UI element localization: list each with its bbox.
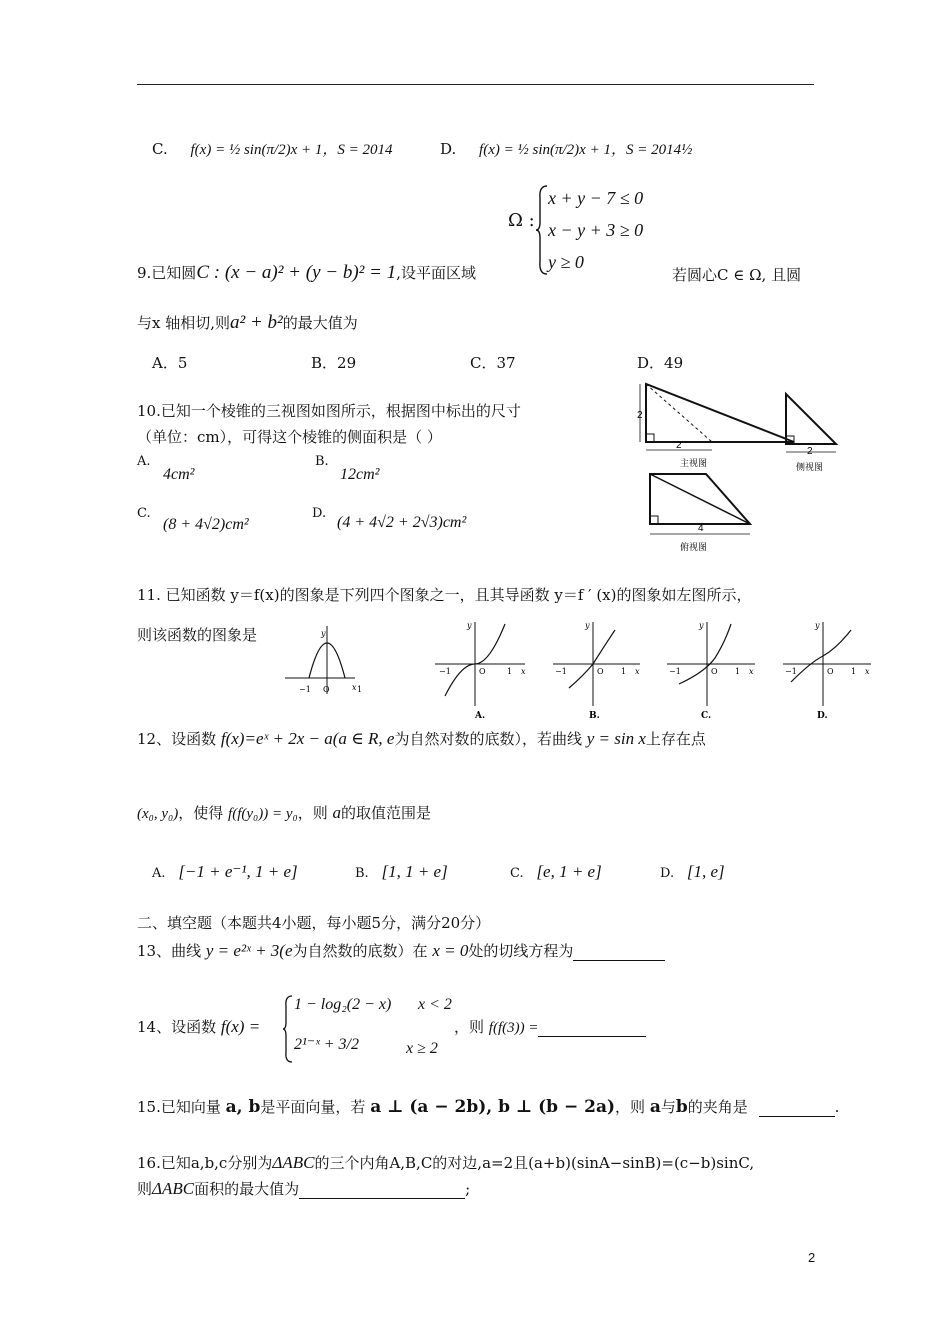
q10-opt-b: 12cm² <box>340 466 380 483</box>
q9-line2: 与x 轴相切,则a² + b²的最大值为 <box>137 312 358 333</box>
label-side-view: 侧视图 <box>796 463 824 473</box>
q9-ineq2: x − y + 3 ≥ 0 <box>548 220 644 240</box>
q9-condition: 若圆心C ∈ Ω, 且圆 <box>672 266 802 284</box>
q14-tail: ，则 f(f(3)) = <box>454 1016 646 1037</box>
q12-line2: (x₀, y₀)，使得 f(f(y₀)) = y₀，则 a的取值范围是 <box>137 803 432 822</box>
q11-line1: 11. 已知函数 y＝f(x)的图象是下列四个图象之一，且其导函数 y＝f ′ (x)的图象如左图所示， <box>137 586 752 604</box>
q9-circle-eq: C : (x − a)² + (y − b)² = 1 <box>196 262 397 283</box>
q10-opt-b-label: B. <box>315 454 329 469</box>
svg-text:1: 1 <box>507 667 513 676</box>
q10-opt-d: (4 + 4√2 + 2√3)cm² <box>337 514 467 531</box>
q10-opt-a-label: A. <box>137 454 151 469</box>
graph-d-label: D. <box>817 711 828 720</box>
q12-option-d: D. [1, e] <box>660 862 725 881</box>
q16-line1: 16.已知a,b,c分别为ΔABC的三个内角A,B,C的对边,a=2且(a+b)(sinA−sinB)=(c−b)sinC, <box>137 1153 755 1172</box>
q9-option-d: D．49 <box>637 354 684 372</box>
svg-text:y: y <box>585 621 590 630</box>
q9-option-a: A．5 <box>152 354 188 372</box>
svg-text:y: y <box>467 621 472 630</box>
q10-line2: （单位：cm），可得这个棱锥的侧面积是（ ） <box>137 428 442 446</box>
dim-front-height: 2 <box>637 410 643 421</box>
graph-d <box>783 621 871 720</box>
svg-text:−1: −1 <box>439 667 451 676</box>
q14-case1: 1 − log₂(2 − x) <box>294 996 392 1013</box>
q14-case2: 2¹⁻ˣ + 3/2 <box>294 1036 359 1053</box>
svg-text:x: x <box>521 667 526 676</box>
q8-option-d-expr: f(x) = ½ sin(π/2)x + 1，S = 2014½ <box>479 142 693 158</box>
svg-text:−1: −1 <box>299 685 311 694</box>
svg-text:x: x <box>749 667 754 676</box>
svg-text:O: O <box>711 667 718 676</box>
label-front-view: 主视图 <box>680 459 708 469</box>
q10-opt-d-label: D. <box>312 506 327 521</box>
svg-text:1: 1 <box>851 667 857 676</box>
q15: 15.已知向量 a, b是平面向量，若 a ⊥ (a − 2b), b ⊥ (b − 2a)，则 a与b的夹角是 . <box>137 1097 840 1117</box>
front-view <box>640 384 794 450</box>
svg-text:O: O <box>323 685 330 694</box>
q10-opt-a: 4cm² <box>163 466 195 483</box>
graph-a <box>435 621 526 720</box>
q13-answer-blank <box>573 942 665 961</box>
q12-option-b: B. [1, 1 + e] <box>355 862 448 881</box>
svg-text:−1: −1 <box>555 667 567 676</box>
graph-b <box>553 621 640 720</box>
graph-c-label: C. <box>701 711 712 720</box>
q10-line1: 10.已知一个棱锥的三视图如图所示，根据图中标出的尺寸 <box>137 402 521 420</box>
q16-answer-blank <box>299 1180 465 1199</box>
graph-a-label: A. <box>475 711 486 720</box>
derivative-graph <box>285 626 362 694</box>
svg-text:−1: −1 <box>669 667 681 676</box>
q11-graphs <box>285 618 875 720</box>
svg-text:x: x <box>865 667 870 676</box>
svg-text:1: 1 <box>357 685 363 694</box>
svg-text:O: O <box>479 667 486 676</box>
dim-top-base: 4 <box>698 523 704 534</box>
side-view <box>786 394 836 452</box>
q10-opt-c-label: C. <box>137 506 151 521</box>
svg-text:O: O <box>597 667 604 676</box>
svg-text:y: y <box>321 629 326 638</box>
graph-b-label: B. <box>589 711 600 720</box>
q9-ineq3: y ≥ 0 <box>548 252 584 272</box>
q9-omega: Ω : <box>508 210 535 231</box>
q14-case1-cond: x < 2 <box>418 996 452 1013</box>
page-number: 2 <box>808 1250 816 1265</box>
q15-answer-blank <box>759 1098 835 1117</box>
q8-option-c: C. f(x) = ½ sin(π/2)x + 1，S = 2014 <box>152 140 393 158</box>
svg-text:x: x <box>635 667 640 676</box>
q14-brace <box>282 994 294 1064</box>
svg-text:1: 1 <box>735 667 741 676</box>
label-top-view: 俯视图 <box>680 543 708 553</box>
q8-option-c-expr: f(x) = ½ sin(π/2)x + 1，S = 2014 <box>190 142 393 158</box>
svg-text:1: 1 <box>621 667 627 676</box>
q13: 13、曲线 y = e²ˣ + 3(e为自然数的底数）在 x = 0处的切线方程为 <box>137 940 665 961</box>
q12-line1: 12、设函数 f(x)=eˣ + 2x − a(a ∈ R, e为自然对数的底数），若曲线 y = sin x上存在点 <box>137 729 706 748</box>
q9-option-b: B．29 <box>311 354 357 372</box>
q9-option-c: C．37 <box>470 354 516 372</box>
svg-text:x: x <box>352 683 357 692</box>
section-2-heading: 二、填空题（本题共4小题，每小题5分，满分20分） <box>137 914 491 932</box>
svg-text:y: y <box>699 621 704 630</box>
svg-text:y: y <box>815 621 820 630</box>
q9-line1: 9.已知圆C : (x − a)² + (y − b)² = 1,设平面区域 <box>137 262 476 283</box>
svg-text:−1: −1 <box>785 667 797 676</box>
q14-answer-blank <box>538 1018 646 1037</box>
q14-case2-cond: x ≥ 2 <box>406 1040 438 1057</box>
q10-opt-c: (8 + 4√2)cm² <box>163 516 249 533</box>
q10-three-view-figure <box>636 378 862 558</box>
q11-line2: 则该函数的图象是 <box>137 626 258 644</box>
dim-side-base: 2 <box>807 446 813 457</box>
svg-text:O: O <box>827 667 834 676</box>
q12-option-a: A. [−1 + e⁻¹, 1 + e] <box>152 862 298 881</box>
q8-option-d: D. f(x) = ½ sin(π/2)x + 1，S = 2014½ <box>440 140 693 158</box>
q9-brace <box>535 184 549 276</box>
q16-line2: 则ΔABC面积的最大值为 ; <box>137 1179 471 1198</box>
q12-option-c: C. [e, 1 + e] <box>510 862 602 881</box>
dim-front-base: 2 <box>676 440 682 451</box>
q9-ineq1: x + y − 7 ≤ 0 <box>548 188 644 208</box>
graph-c <box>667 621 755 720</box>
q14-lead: 14、设函数 f(x) = <box>137 1017 261 1036</box>
header-rule <box>137 84 814 85</box>
